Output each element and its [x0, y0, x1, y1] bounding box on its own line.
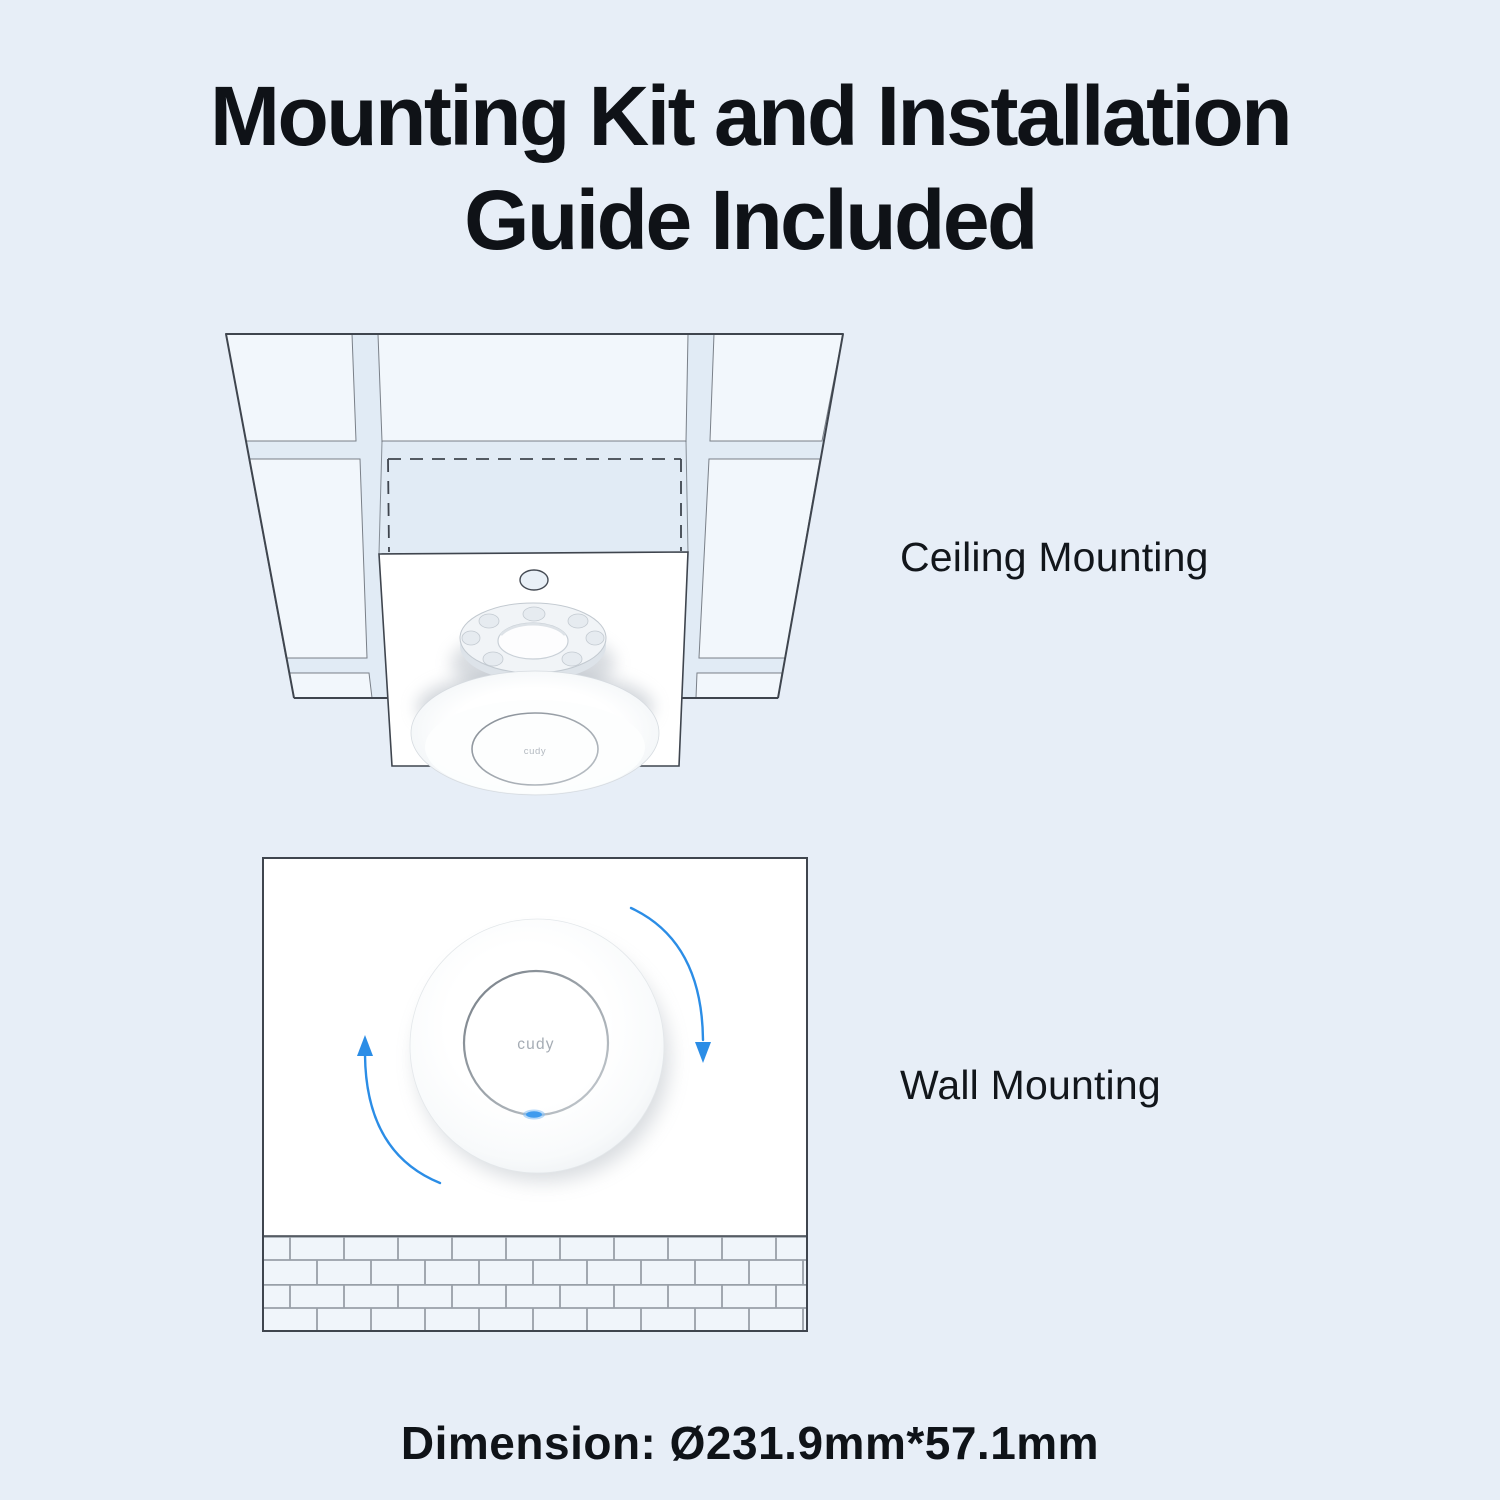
mounting-bracket: [460, 603, 606, 681]
dimension-text: Dimension: Ø231.9mm*57.1mm: [400, 1417, 1100, 1469]
cable-hole: [520, 570, 548, 590]
page-title: [0, 64, 1500, 272]
cudy-logo: cudy: [523, 746, 547, 757]
ceiling-mounting-illustration: [225, 333, 845, 813]
ceiling-mounting-label: Ceiling Mounting: [900, 534, 1209, 580]
page-title-line-1: Mounting Kit and Installation: [209, 69, 1291, 163]
access-point-device: [411, 671, 659, 795]
page-title-line-2: Guide Included: [464, 173, 1036, 268]
brick-pattern: [264, 1236, 806, 1330]
wall-mounting-label: Wall Mounting: [900, 1062, 1161, 1108]
cudy-logo: cudy: [517, 1036, 555, 1053]
wall-mounting-illustration: [262, 857, 808, 1332]
